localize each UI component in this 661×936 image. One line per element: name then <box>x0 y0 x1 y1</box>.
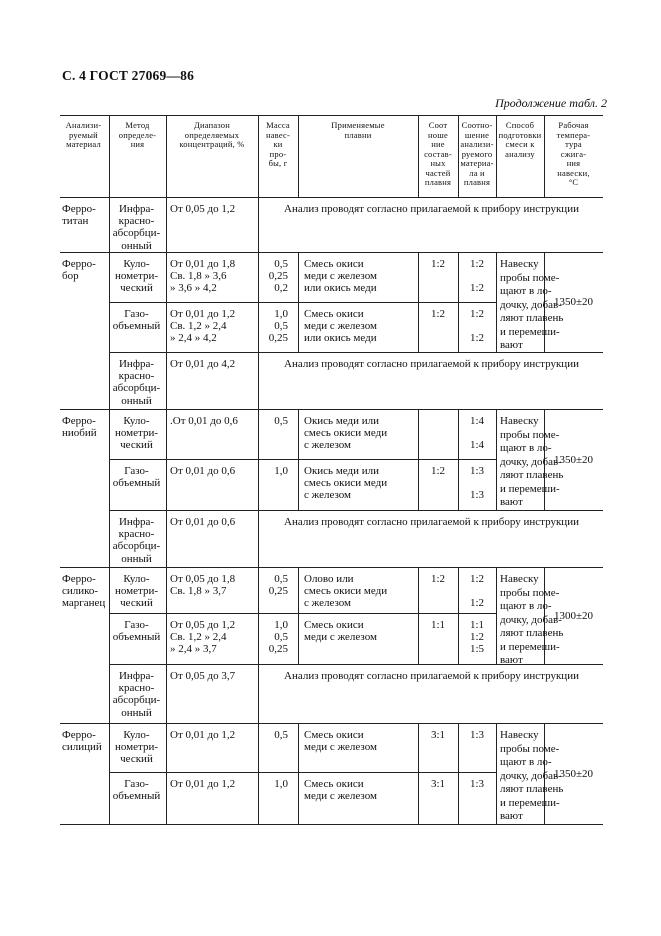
method-row-rule <box>109 459 496 460</box>
column-rule <box>258 613 259 664</box>
burning-temperature: 1350±20 <box>553 453 594 466</box>
method-name: Газо- объемный <box>112 465 161 490</box>
column-rule <box>298 613 299 664</box>
flux-name: Смесь окиси меди с железом <box>304 778 377 803</box>
column-header: Соотно- шение анализи- руемого материа- ла и плавня <box>460 120 494 187</box>
flux-name: Смесь окиси меди с железом или окись меди <box>304 308 377 345</box>
column-rule <box>166 510 167 567</box>
column-rule <box>258 252 259 302</box>
column-rule <box>298 772 299 824</box>
column-rule <box>458 567 459 613</box>
instruction-note: Анализ проводят согласно прилагаемой к прибору инструкции <box>284 203 579 215</box>
column-rule <box>109 352 110 409</box>
column-rule <box>166 352 167 409</box>
material-to-flux-ratio: 1:2 1:2 <box>469 258 485 295</box>
column-header: Метод определе- ния <box>118 120 157 149</box>
column-rule <box>258 352 259 409</box>
header-column-rule <box>496 115 497 197</box>
sample-mass: 0,5 0,25 <box>268 573 288 598</box>
column-rule <box>496 409 497 459</box>
column-rule <box>458 772 459 824</box>
column-rule <box>418 723 419 772</box>
column-rule <box>418 409 419 459</box>
material-row-rule <box>60 409 603 410</box>
table-top-rule <box>60 115 603 116</box>
flux-name: Окись меди или смесь окиси меди с железом <box>304 465 388 502</box>
column-rule <box>109 302 110 352</box>
header-column-rule <box>298 115 299 197</box>
method-name: Инфра- красно- абсорбци- онный <box>112 203 161 252</box>
concentration-range: От 0,05 до 3,7 <box>170 670 236 682</box>
method-name: Газо- объемный <box>112 778 161 803</box>
column-rule <box>496 252 497 302</box>
column-rule <box>418 567 419 613</box>
material-row-rule <box>60 567 603 568</box>
flux-component-ratio: 1:2 <box>430 465 446 477</box>
concentration-range: От 0,01 до 4,2 <box>170 358 236 370</box>
flux-name: Смесь окиси меди с железом <box>304 619 377 644</box>
flux-component-ratio: 1:2 <box>430 573 446 585</box>
method-name: Куло- нометри- ческий <box>114 573 158 610</box>
column-rule <box>458 302 459 352</box>
material-name: Ферро- силиций <box>62 729 102 754</box>
flux-name: Смесь окиси меди с железом или окись меди <box>304 258 377 295</box>
column-rule <box>109 197 110 252</box>
method-row-rule <box>109 772 496 773</box>
column-rule <box>496 723 497 772</box>
method-row-rule <box>109 302 496 303</box>
column-header: Масса навес- ки про- бы, г <box>265 120 291 168</box>
flux-name: Смесь окиси меди с железом <box>304 729 377 754</box>
column-header: Диапазон определяемых концентраций, % <box>179 120 245 149</box>
column-rule <box>418 772 419 824</box>
instruction-note: Анализ проводят согласно прилагаемой к прибору инструкции <box>284 516 579 528</box>
instruction-note: Анализ проводят согласно прилагаемой к прибору инструкции <box>284 670 579 682</box>
column-rule <box>458 613 459 664</box>
column-rule <box>418 613 419 664</box>
column-rule <box>166 664 167 723</box>
column-rule <box>496 459 497 510</box>
flux-component-ratio: 1:1 <box>430 619 446 631</box>
column-rule <box>166 567 167 613</box>
column-header: Рабочая темпера- тура сжига- ния навески, °С <box>556 120 591 187</box>
column-rule <box>109 459 110 510</box>
column-rule <box>258 664 259 723</box>
header-column-rule <box>258 115 259 197</box>
material-name: Ферро- бор <box>62 258 96 283</box>
column-rule <box>258 302 259 352</box>
material-name: Ферро- силико- марганец <box>62 573 106 610</box>
column-rule <box>298 723 299 772</box>
column-rule <box>458 723 459 772</box>
header-column-rule <box>544 115 545 197</box>
material-to-flux-ratio: 1:3 <box>469 778 485 790</box>
flux-name: Олово или смесь окиси меди с железом <box>304 573 388 610</box>
concentration-range: От 0,01 до 0,6 <box>170 465 236 477</box>
material-row-rule <box>60 723 603 724</box>
column-rule <box>166 723 167 772</box>
burning-temperature: 1350±20 <box>553 767 594 780</box>
sample-mass: 0,5 0,25 0,2 <box>268 258 288 295</box>
column-rule <box>458 409 459 459</box>
sample-mass: 0,5 <box>274 415 288 427</box>
sample-preparation: Навеску пробы поме- щают в ло- дочку, добав- ляют плавень и перемеши- вают <box>500 258 564 351</box>
column-rule <box>258 567 259 613</box>
concentration-range: От 0,01 до 1,2 <box>170 729 236 741</box>
method-name: Инфра- красно- абсорбци- онный <box>112 516 161 565</box>
column-header: Соот ноше ние состав- ных частей плавня <box>424 120 452 187</box>
column-rule <box>418 252 419 302</box>
sample-mass: 1,0 <box>274 465 288 477</box>
material-to-flux-ratio: 1:4 1:4 <box>469 415 485 452</box>
column-rule <box>418 302 419 352</box>
column-rule <box>258 409 259 459</box>
column-rule <box>166 613 167 664</box>
column-rule <box>458 252 459 302</box>
material-to-flux-ratio: 1:1 1:2 1:5 <box>469 619 485 656</box>
sample-mass: 1,0 0,5 0,25 <box>268 308 288 345</box>
column-rule <box>258 772 259 824</box>
page-header: С. 4 ГОСТ 27069—86 <box>62 68 195 83</box>
sample-preparation: Навеску пробы поме- щают в ло- дочку, добав- ляют плавень и перемеши- вают <box>500 729 564 822</box>
method-name: Газо- объемный <box>112 308 161 333</box>
column-rule <box>298 302 299 352</box>
flux-component-ratio: 3:1 <box>430 778 446 790</box>
concentration-range: От 0,05 до 1,8 Св. 1,8 » 3,7 <box>170 573 236 598</box>
method-name: Инфра- красно- абсорбци- онный <box>112 358 161 407</box>
flux-name: Окись меди или смесь окиси меди с железом <box>304 415 388 452</box>
column-rule <box>166 252 167 302</box>
column-rule <box>496 567 497 613</box>
header-column-rule <box>418 115 419 197</box>
column-rule <box>496 613 497 664</box>
column-rule <box>109 772 110 824</box>
concentration-range: От 0,01 до 1,8 Св. 1,8 » 3,6 » 3,6 » 4,2 <box>170 258 236 295</box>
method-name: Инфра- красно- абсорбци- онный <box>112 670 161 719</box>
sample-mass: 1,0 <box>274 778 288 790</box>
material-to-flux-ratio: 1:3 <box>469 729 485 741</box>
method-row-rule <box>109 613 496 614</box>
concentration-range: От 0,05 до 1,2 Св. 1,2 » 2,4 » 2,4 » 3,7 <box>170 619 236 656</box>
material-name: Ферро- титан <box>62 203 96 228</box>
column-rule <box>166 197 167 252</box>
column-header: Анализи- руемый материал <box>65 120 102 149</box>
column-rule <box>109 409 110 459</box>
header-column-rule <box>166 115 167 197</box>
column-rule <box>258 459 259 510</box>
method-name: Газо- объемный <box>112 619 161 644</box>
material-row-rule <box>60 252 603 253</box>
material-to-flux-ratio: 1:2 1:2 <box>469 573 485 610</box>
method-name: Куло- нометри- ческий <box>114 258 158 295</box>
column-rule <box>298 409 299 459</box>
column-rule <box>298 252 299 302</box>
column-rule <box>258 197 259 252</box>
header-column-rule <box>458 115 459 197</box>
column-rule <box>496 302 497 352</box>
concentration-range: .От 0,01 до 0,6 <box>170 415 238 427</box>
column-rule <box>298 567 299 613</box>
column-rule <box>166 409 167 459</box>
instruction-note: Анализ проводят согласно прилагаемой к прибору инструкции <box>284 358 579 370</box>
method-name: Куло- нометри- ческий <box>114 729 158 766</box>
material-name: Ферро- ниобий <box>62 415 97 440</box>
column-rule <box>109 510 110 567</box>
concentration-range: От 0,01 до 0,6 <box>170 516 236 528</box>
flux-component-ratio: 1:2 <box>430 308 446 320</box>
flux-component-ratio: 1:2 <box>430 258 446 270</box>
sample-mass: 0,5 <box>274 729 288 741</box>
material-to-flux-ratio: 1:2 1:2 <box>469 308 485 345</box>
concentration-range: От 0,01 до 1,2 <box>170 778 236 790</box>
burning-temperature: 1300±20 <box>553 609 594 622</box>
header-column-rule <box>109 115 110 197</box>
column-header: Применяемые плавни <box>331 120 385 140</box>
column-rule <box>418 459 419 510</box>
column-rule <box>298 459 299 510</box>
column-rule <box>496 772 497 824</box>
table-continuation-label: Продолжение табл. 2 <box>495 96 607 110</box>
column-rule <box>258 723 259 772</box>
flux-component-ratio: 3:1 <box>430 729 446 741</box>
method-name: Куло- нометри- ческий <box>114 415 158 452</box>
method-row-rule <box>109 510 603 511</box>
column-rule <box>166 302 167 352</box>
column-rule <box>258 510 259 567</box>
sample-preparation: Навеску пробы поме- щают в ло- дочку, добав- ляют плавень и перемеши- вают <box>500 415 564 508</box>
sample-preparation: Навеску пробы поме- щают в ло- дочку, добав- ляют плавень и перемеши- вают <box>500 573 564 666</box>
concentration-range: От 0,01 до 1,2 Св. 1,2 » 2,4 » 2,4 » 4,2 <box>170 308 236 345</box>
column-rule <box>109 613 110 664</box>
column-rule <box>458 459 459 510</box>
column-rule <box>166 459 167 510</box>
concentration-range: От 0,05 до 1,2 <box>170 203 236 215</box>
burning-temperature: 1350±20 <box>553 296 594 308</box>
material-row-rule <box>60 824 603 825</box>
material-to-flux-ratio: 1:3 1:3 <box>469 465 485 502</box>
column-header: Способ подготовки смеси к анализу <box>498 120 542 159</box>
header-bottom-rule <box>60 197 603 198</box>
column-rule <box>109 567 110 613</box>
sample-mass: 1,0 0,5 0,25 <box>268 619 288 656</box>
column-rule <box>109 252 110 302</box>
column-rule <box>109 723 110 772</box>
column-rule <box>166 772 167 824</box>
column-rule <box>109 664 110 723</box>
